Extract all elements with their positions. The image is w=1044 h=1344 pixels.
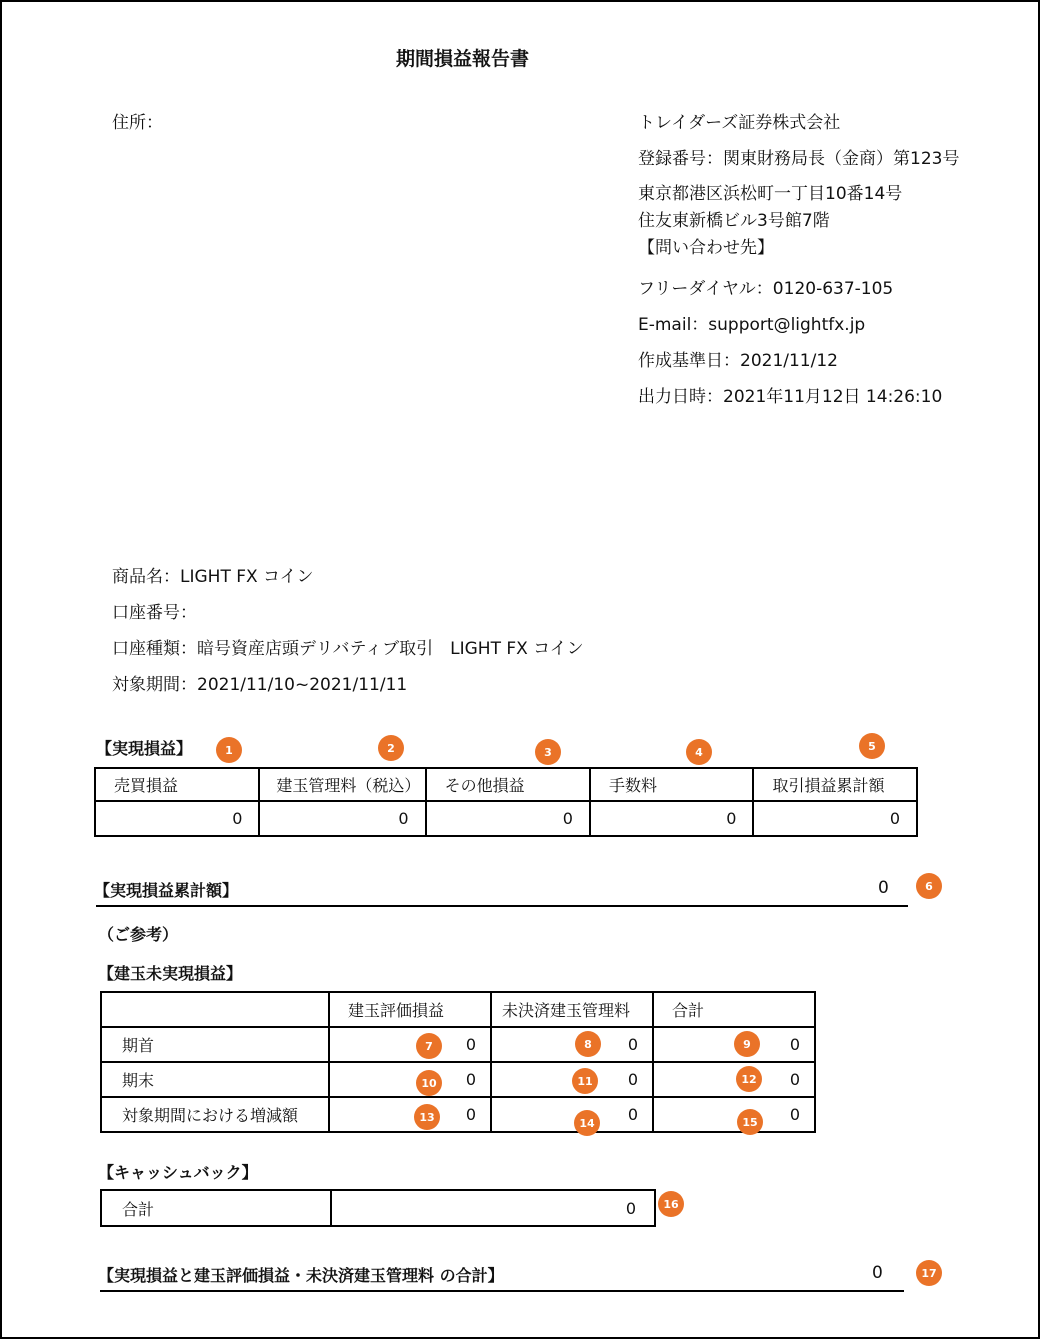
value-start-total: 0	[653, 1027, 815, 1062]
badge-10: 10	[416, 1070, 442, 1096]
header-commission: 手数料	[590, 768, 754, 801]
address-label: 住所：	[112, 113, 163, 133]
header-other-pl: その他損益	[426, 768, 590, 801]
badge-11: 11	[572, 1068, 598, 1094]
value-trade-pl: 0	[95, 801, 259, 836]
freedial: フリーダイヤル：0120-637-105	[638, 279, 894, 299]
value-end-fee: 0	[491, 1062, 653, 1097]
value-start-valuation: 0	[329, 1027, 491, 1062]
row-label-change: 対象期間における増減額	[101, 1097, 329, 1132]
value-end-total: 0	[653, 1062, 815, 1097]
header-position-fee: 建玉管理料（税込）	[259, 768, 425, 801]
reference-label: （ご参考）	[98, 925, 179, 944]
unrealized-header-fee: 未決済建玉管理料	[491, 992, 653, 1027]
value-change-fee: 0	[491, 1097, 653, 1132]
realized-total-value: 0	[878, 878, 889, 898]
realized-table	[94, 767, 918, 837]
badge-8: 8	[575, 1031, 601, 1057]
row-label-end: 期末	[101, 1062, 329, 1097]
badge-17: 17	[916, 1260, 942, 1286]
badge-13: 13	[414, 1104, 440, 1130]
registration-number: 登録番号：関東財務局長（金商）第123号	[638, 149, 960, 169]
contact-heading: 【問い合わせ先】	[638, 238, 774, 258]
account-number: 口座番号：	[112, 603, 197, 623]
header-trade-pl: 売買損益	[95, 768, 259, 801]
unrealized-heading: 【建玉未実現損益】	[98, 964, 243, 983]
realized-total-label: 【実現損益累計額】	[94, 881, 239, 900]
header-cumulative: 取引損益累計額	[753, 768, 917, 801]
badge-6: 6	[916, 873, 942, 899]
value-change-valuation: 0	[329, 1097, 491, 1132]
cashback-label: 合計	[101, 1190, 331, 1226]
value-cumulative: 0	[753, 801, 917, 836]
cashback-table	[100, 1189, 656, 1227]
cashback-heading: 【キャッシュバック】	[98, 1163, 258, 1182]
badge-5: 5	[859, 733, 885, 759]
value-commission: 0	[590, 801, 754, 836]
target-period: 対象期間：2021/11/10~2021/11/11	[112, 675, 408, 695]
unrealized-header-blank	[101, 992, 329, 1027]
badge-7: 7	[416, 1033, 442, 1059]
badge-1: 1	[216, 737, 242, 763]
value-position-fee: 0	[259, 801, 425, 836]
value-other-pl: 0	[426, 801, 590, 836]
unrealized-table	[100, 991, 816, 1133]
badge-14: 14	[574, 1110, 600, 1136]
badge-16: 16	[658, 1191, 684, 1217]
value-end-valuation: 0	[329, 1062, 491, 1097]
output-datetime: 出力日時：2021年11月12日 14:26:10	[638, 387, 943, 407]
badge-9: 9	[734, 1031, 760, 1057]
grand-total-underline	[100, 1290, 904, 1292]
report-title: 期間損益報告書	[396, 48, 530, 70]
realized-heading: 【実現損益】	[96, 739, 193, 758]
company-name: トレイダーズ証券株式会社	[638, 113, 841, 133]
grand-total-label: 【実現損益と建玉評価損益・未決済建玉管理料 の合計】	[98, 1266, 504, 1285]
company-address-2: 住友東新橋ビル3号館7階	[638, 211, 830, 231]
cashback-value: 0	[331, 1190, 655, 1226]
realized-total-underline	[96, 905, 908, 907]
unrealized-header-valuation: 建玉評価損益	[329, 992, 491, 1027]
badge-2: 2	[378, 735, 404, 761]
row-label-start: 期首	[101, 1027, 329, 1062]
account-type: 口座種類：暗号資産店頭デリバティブ取引 LIGHT FX コイン	[112, 639, 584, 659]
email: E-mail：support@lightfx.jp	[638, 315, 866, 335]
value-change-total: 0	[653, 1097, 815, 1132]
company-address-1: 東京都港区浜松町一丁目10番14号	[638, 184, 903, 204]
badge-15: 15	[737, 1109, 763, 1135]
badge-12: 12	[736, 1066, 762, 1092]
grand-total-value: 0	[872, 1263, 883, 1283]
product-name: 商品名：LIGHT FX コイン	[112, 567, 314, 587]
badge-4: 4	[686, 739, 712, 765]
badge-3: 3	[535, 739, 561, 765]
unrealized-header-total: 合計	[653, 992, 815, 1027]
base-date: 作成基準日：2021/11/12	[638, 351, 838, 371]
value-start-fee: 0	[491, 1027, 653, 1062]
